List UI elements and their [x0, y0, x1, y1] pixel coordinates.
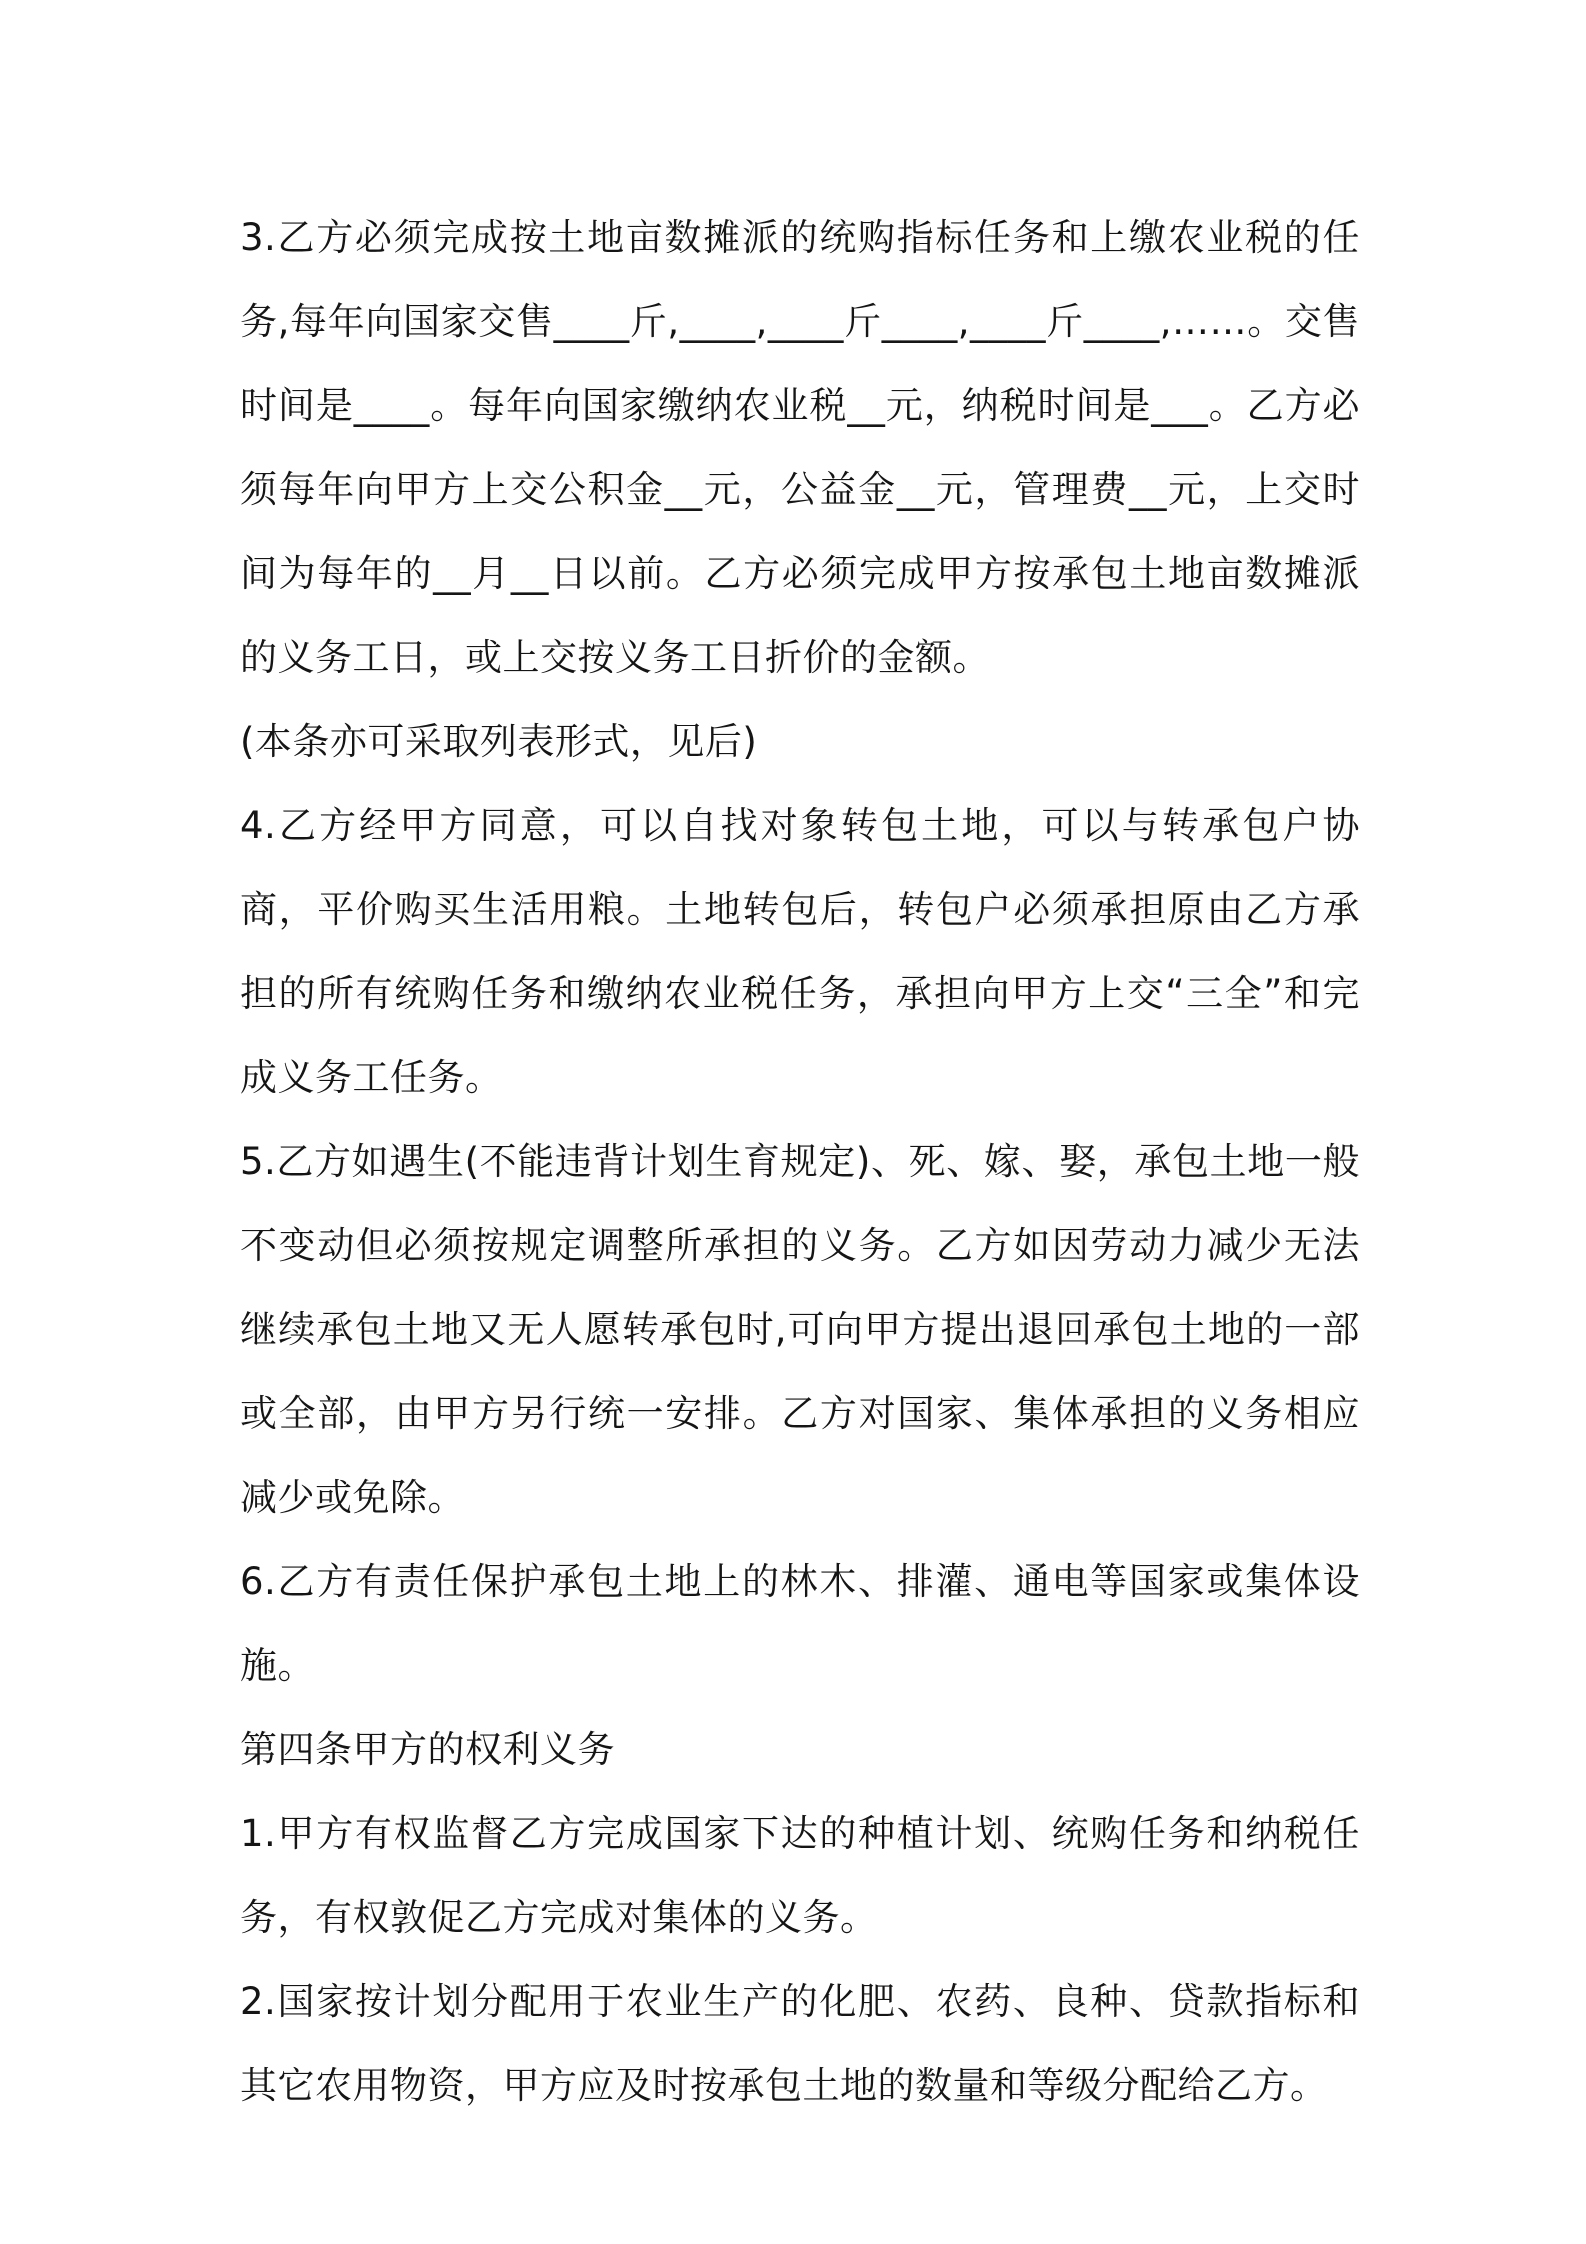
- article-4-heading: 第四条甲方的权利义务: [240, 1728, 615, 1771]
- document-body: [240, 196, 1360, 2128]
- table-note-paragraph: (本条亦可采取列表形式，见后): [240, 720, 758, 763]
- article-4-item-1: 1.甲方有权监督乙方完成国家下达的种植计划、统购任务和纳税任务，有权敦促乙方完成对集体的义务。: [240, 1812, 1360, 1939]
- clause-3-paragraph: 3.乙方必须完成按土地亩数摊派的统购指标任务和上缴农业税的任务,每年向国家交售____斤,____,____斤____,____斤____,……。交售时间是____。每年向国家缴纳农业税__元，纳税时间是___。乙方必须每年向甲方上交公积金__元，公益金__元，管理费__元，上交时间为每年的__月__日以前。乙方必须完成甲方按承包土地亩数摊派的义务工日，或上交按义务工日折价的金额。: [240, 216, 1360, 679]
- clause-6-paragraph: 6.乙方有责任保护承包土地上的林木、排灌、通电等国家或集体设施。: [240, 1560, 1360, 1687]
- article-4-item-2: 2.国家按计划分配用于农业生产的化肥、农药、良种、贷款指标和其它农用物资，甲方应及时按承包土地的数量和等级分配给乙方。: [240, 1980, 1360, 2107]
- clause-4-paragraph: 4.乙方经甲方同意，可以自找对象转包土地，可以与转承包户协商，平价购买生活用粮。土地转包后，转包户必须承担原由乙方承担的所有统购任务和缴纳农业税任务，承担向甲方上交“三全”和完成义务工任务。: [240, 804, 1360, 1099]
- clause-5-paragraph: 5.乙方如遇生(不能违背计划生育规定)、死、嫁、娶，承包土地一般不变动但必须按规定调整所承担的义务。乙方如因劳动力减少无法继续承包土地又无人愿转承包时,可向甲方提出退回承包土地的一部或全部，由甲方另行统一安排。乙方对国家、集体承担的义务相应减少或免除。: [240, 1140, 1360, 1519]
